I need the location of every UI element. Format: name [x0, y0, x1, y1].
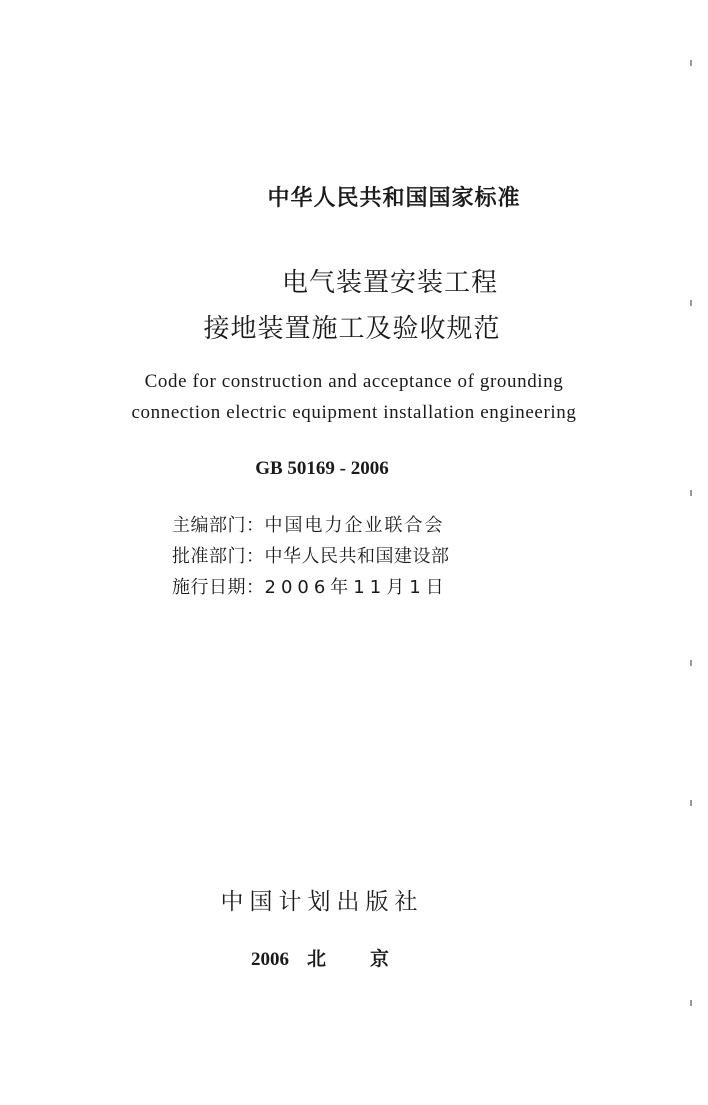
publication-city-char-2: 京	[370, 949, 390, 970]
scan-mark	[690, 60, 692, 66]
meta-block	[172, 510, 450, 603]
title-cn-line-1: 电气装置安装工程	[281, 268, 498, 298]
publication-city-char-1: 北	[306, 949, 326, 970]
approver-value: 中华人民共和国建设部	[264, 546, 450, 567]
scan-mark	[690, 660, 692, 666]
editor-value: 中国电力企业联合会	[264, 515, 445, 536]
effective-date-row	[172, 572, 450, 603]
approver-label: 批准部门：	[172, 546, 265, 567]
publication-year: 2006	[250, 949, 289, 970]
standard-code: GB 50169 - 2006	[255, 458, 389, 479]
approver-row	[172, 541, 450, 572]
standard-header: 中华人民共和国国家标准	[267, 186, 521, 211]
scan-mark	[690, 800, 692, 806]
editor-label: 主编部门：	[172, 515, 265, 536]
editor-row	[172, 510, 450, 541]
title-en-line-1: Code for construction and acceptance of grounding	[144, 371, 564, 392]
publisher: 中国计划出版社	[220, 889, 424, 915]
effective-value: 2006年11月1日	[264, 577, 449, 598]
title-cn-line-2: 接地装置施工及验收规范	[203, 314, 501, 344]
scan-mark	[690, 300, 692, 306]
title-en-line-2: connection electric equipment installation engineering	[131, 402, 577, 423]
effective-label: 施行日期：	[172, 577, 265, 598]
scan-mark	[690, 1000, 692, 1006]
scan-mark	[690, 490, 692, 496]
publication-place	[0, 944, 674, 971]
